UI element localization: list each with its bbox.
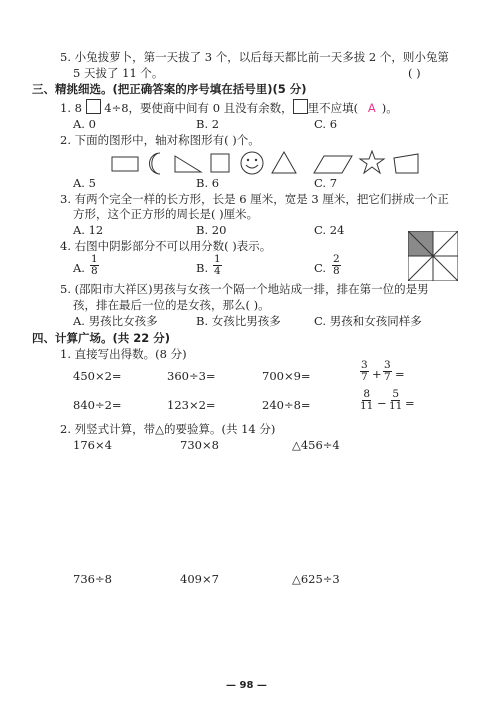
star-shape (360, 151, 384, 173)
s3-q1-blank-box-2 (293, 99, 308, 114)
frac2-term2 (389, 389, 402, 412)
q5-prev-line2: 5 天拔了 11 个。 (73, 66, 164, 80)
s3-q4-option-c-label: C. (314, 261, 327, 275)
calc-item: 450×2= (73, 369, 122, 383)
fraction-denominator: 7 (384, 371, 391, 383)
fraction-denominator: 4 (214, 265, 221, 277)
page-number: — 98 — (226, 680, 267, 691)
triangle-shape (272, 152, 296, 173)
vertical-calc-item: 176×4 (73, 438, 112, 452)
fraction-numerator: 3 (384, 359, 391, 371)
vertical-calc-item: △625÷3 (292, 572, 340, 586)
frac1-equals: = (395, 367, 405, 381)
s3-q1 (60, 99, 398, 116)
s3-q4-option-a-fraction (90, 254, 99, 277)
q5-prev-answer-paren: ( ) (408, 66, 421, 80)
vertical-calc-item: △456÷4 (292, 438, 340, 452)
s3-q2-text: 2. 下面的图形中，轴对称图形有( )个。 (60, 133, 260, 147)
s3-q2-option-c: C. 7 (314, 176, 338, 190)
s3-q2-option-a: A. 5 (73, 176, 96, 190)
calc-item: 240÷8= (262, 398, 311, 412)
square-shape (211, 154, 229, 172)
shaded-square-figure (408, 231, 458, 281)
s4-q2-title: 2. 列竖式计算，带△的要验算。(共 14 分) (60, 422, 276, 436)
right-triangle-shape (175, 156, 201, 172)
s3-q1-answer: A (367, 101, 376, 115)
s3-q3-line2: 方形，这个正方形的周长是( )厘米。 (73, 207, 259, 221)
fraction-numerator: 5 (392, 388, 400, 400)
shapes-row (108, 150, 426, 176)
fraction-denominator: 8 (91, 265, 98, 277)
s3-q1-blank-box-1 (86, 99, 101, 114)
section3-title: 三、精挑细选。(把正确答案的序号填在括号里)(5 分) (32, 82, 307, 96)
calc-item: 840÷2= (73, 398, 122, 412)
s3-q3-line1: 3. 有两个完全一样的长方形，长是 6 厘米，宽是 3 厘米，把它们拼成一个正 (60, 192, 449, 206)
s3-q1-close: )。 (381, 101, 398, 115)
fraction-denominator: 8 (333, 265, 340, 277)
vertical-calc-item: 736÷8 (73, 572, 112, 586)
s3-q1-option-c: C. 6 (314, 117, 338, 131)
fraction-numerator: 1 (91, 253, 98, 265)
fraction-numerator: 3 (361, 359, 368, 371)
s3-q5-line1: 5. (邵阳市大祥区)男孩与女孩一个隔一个地站成一排，排在第一位的是男 (60, 282, 429, 296)
parallelogram-shape (314, 156, 352, 173)
s3-q1-mid: 4÷8，要使商中间有 0 且没有余数， (104, 101, 293, 115)
frac1-term2 (383, 360, 392, 383)
frac1-operator: + (372, 367, 382, 381)
trapezoid-shape (394, 154, 418, 173)
s3-q1-pre: 1. 8 (60, 101, 82, 115)
section4-title: 四、计算广场。(共 22 分) (32, 331, 171, 345)
s3-q1-post: 里不应填( (307, 101, 359, 115)
vertical-calc-item: 730×8 (180, 438, 219, 452)
rectangle-shape (112, 157, 138, 171)
smiley-face-shape (241, 152, 263, 174)
s4-q1-title: 1. 直接写出得数。(8 分) (60, 347, 187, 361)
s3-q3-option-b: B. 20 (196, 223, 227, 237)
s3-q5-line2: 孩，排在最后一位的是女孩，那么( )。 (73, 298, 270, 312)
calc-item: 700×9= (262, 369, 311, 383)
s3-q1-option-b: B. 2 (196, 117, 220, 131)
s3-q4-option-b-fraction (213, 254, 222, 277)
s3-q1-option-a: A. 0 (73, 117, 96, 131)
s3-q4-option-a-label: A. (73, 261, 85, 275)
frac2-operator: − (377, 396, 387, 410)
s3-q4-text: 4. 右图中阴影部分不可以用分数( )表示。 (60, 239, 272, 253)
s3-q5-option-b: B. 女孩比男孩多 (196, 314, 281, 328)
fraction-numerator: 2 (333, 253, 340, 265)
fraction-denominator: 11 (360, 400, 374, 412)
s3-q5-option-c: C. 男孩和女孩同样多 (314, 314, 422, 328)
frac2-term1 (360, 389, 373, 412)
s3-q4-option-c-fraction (332, 254, 341, 277)
frac2-equals: = (405, 396, 415, 410)
calc-item: 360÷3= (167, 369, 216, 383)
fraction-numerator: 1 (214, 253, 221, 265)
fraction-denominator: 11 (389, 400, 403, 412)
frac1-term1 (360, 360, 369, 383)
s3-q3-option-c: C. 24 (314, 223, 345, 237)
fraction-numerator: 8 (363, 388, 371, 400)
crescent-shape (150, 153, 161, 174)
calc-item: 123×2= (167, 398, 216, 412)
s3-q4-option-b-label: B. (196, 261, 209, 275)
vertical-calc-item: 409×7 (180, 572, 219, 586)
q5-prev-line1: 5. 小兔拔萝卜，第一天拔了 3 个，以后每天都比前一天多拔 2 个，则小兔第 (60, 50, 449, 64)
s3-q2-option-b: B. 6 (196, 176, 220, 190)
fraction-denominator: 7 (361, 371, 368, 383)
s3-q5-option-a: A. 男孩比女孩多 (73, 314, 158, 328)
s3-q3-option-a: A. 12 (73, 223, 104, 237)
